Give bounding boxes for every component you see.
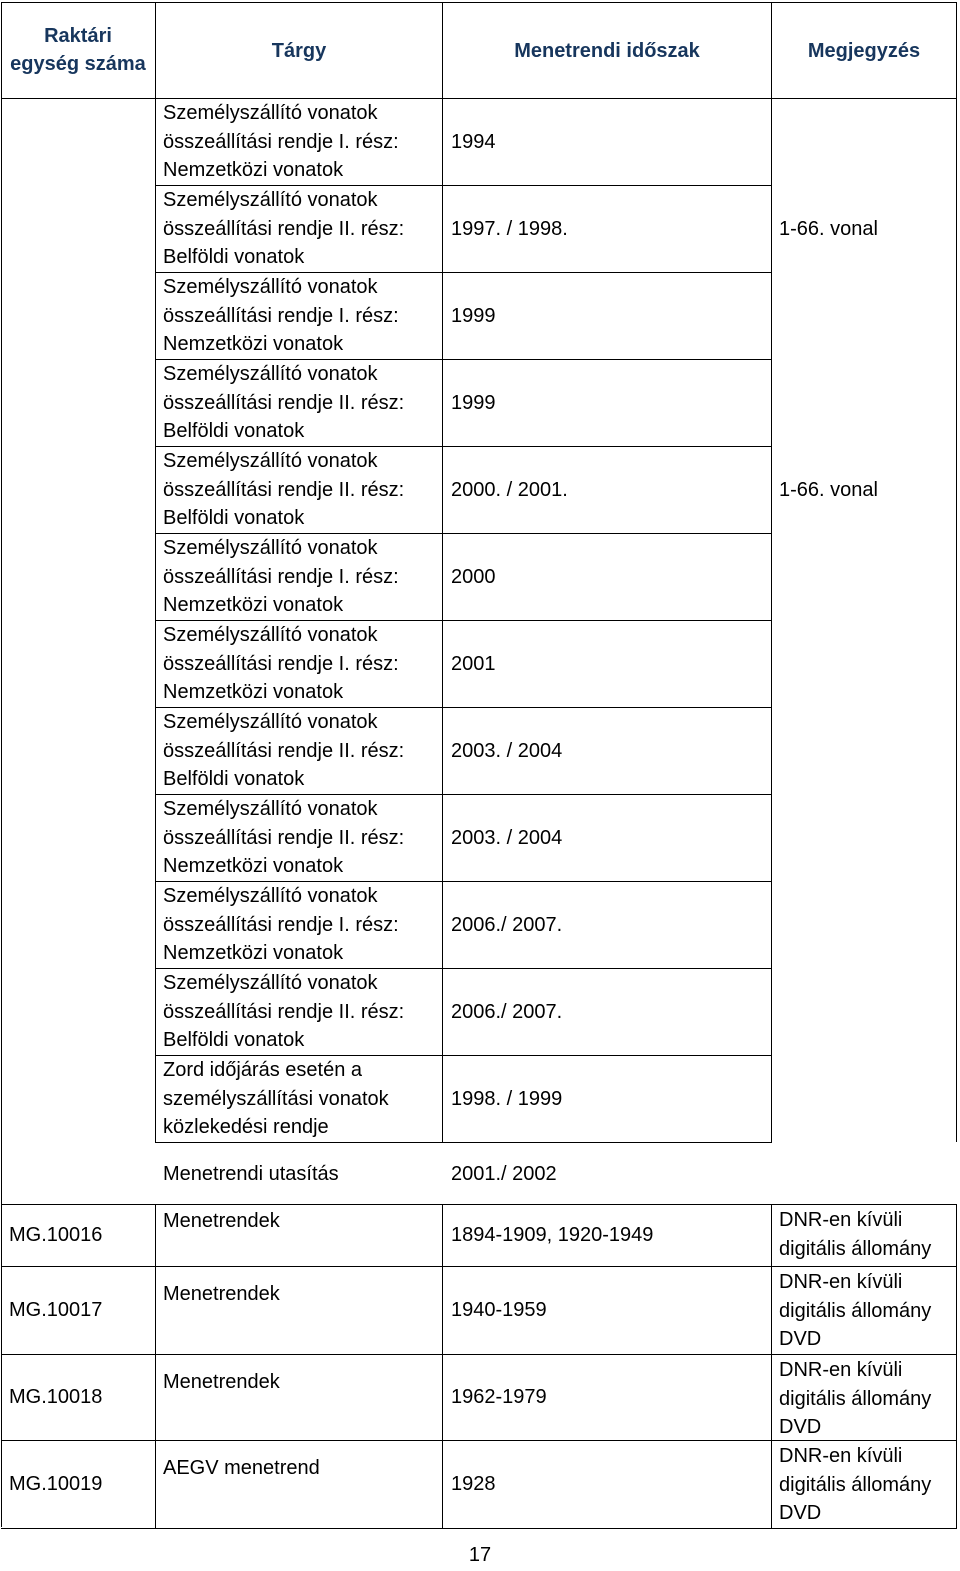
mg-subject-cell: AEGV menetrend: [163, 1457, 320, 1479]
table-border: [155, 1204, 156, 1528]
subject-cell: Zord időjárás esetén a személyszállítási vonatok közlekedési rendje: [163, 1059, 389, 1139]
mg-period-cell: 1894-1909, 1920-1949: [451, 1224, 654, 1246]
table-border: [771, 1204, 772, 1528]
period-cell: 2006./ 2007.: [451, 914, 563, 936]
period-cell: 2003. / 2004: [451, 827, 563, 849]
table-border: [1, 2, 2, 98]
header-period: Menetrendi időszak: [514, 40, 700, 62]
page-number: 17: [468, 1544, 492, 1566]
subject-cell: Személyszállító vonatok összeállítási rendje II. rész: Belföldi vonatok: [163, 972, 405, 1052]
period-cell: 1998. / 1999: [451, 1088, 563, 1110]
mg-note-cell: DNR-en kívüli digitális állomány DVD: [779, 1445, 932, 1525]
table-border: [956, 2, 957, 98]
mg-period-cell: 1940-1959: [451, 1299, 547, 1321]
table-border: [1, 98, 2, 1527]
period-cell: 2000: [451, 566, 496, 588]
subject-cell: Személyszállító vonatok összeállítási rendje I. rész: Nemzetközi vonatok: [163, 885, 399, 965]
table-border: [1, 2, 957, 3]
mg-id-cell: MG.10019: [9, 1473, 103, 1495]
table-border: [155, 2, 156, 98]
period-cell: 2006./ 2007.: [451, 1001, 563, 1023]
period-cell: 1997. / 1998.: [451, 218, 568, 240]
period-cell: 1999: [451, 305, 496, 327]
mg-subject-cell: Menetrendek: [163, 1371, 280, 1393]
instruction-subject: Menetrendi utasítás: [163, 1163, 339, 1185]
period-cell: 2001: [451, 653, 496, 675]
table-border: [771, 2, 772, 98]
instruction-period: 2001./ 2002: [451, 1163, 557, 1185]
mg-period-cell: 1962-1979: [451, 1386, 547, 1408]
table-border: [155, 1142, 772, 1143]
subject-cell: Személyszállító vonatok összeállítási rendje II. rész: Belföldi vonatok: [163, 711, 405, 791]
mg-subject-cell: Menetrendek: [163, 1283, 280, 1305]
table-border: [956, 1204, 957, 1528]
subject-cell: Személyszállító vonatok összeállítási rendje II. rész: Belföldi vonatok: [163, 450, 405, 530]
subject-cell: Személyszállító vonatok összeállítási rendje I. rész: Nemzetközi vonatok: [163, 276, 399, 356]
period-cell: 1999: [451, 392, 496, 414]
mg-id-cell: MG.10016: [9, 1224, 103, 1246]
table-border: [1, 1204, 957, 1205]
period-cell: 1994: [451, 131, 496, 153]
mg-note-cell: DNR-en kívüli digitális állomány DVD: [779, 1359, 932, 1439]
subject-cell: Személyszállító vonatok összeállítási rendje I. rész: Nemzetközi vonatok: [163, 102, 399, 182]
period-cell: 2000. / 2001.: [451, 479, 568, 501]
period-cell: 2003. / 2004: [451, 740, 563, 762]
subject-cell: Személyszállító vonatok összeállítási rendje II. rész: Nemzetközi vonatok: [163, 798, 405, 878]
note-cell: 1-66. vonal: [779, 479, 878, 501]
mg-subject-cell: Menetrendek: [163, 1210, 280, 1232]
mg-id-cell: MG.10018: [9, 1386, 103, 1408]
subject-cell: Személyszállító vonatok összeállítási rendje I. rész: Nemzetközi vonatok: [163, 537, 399, 617]
mg-note-cell: DNR-en kívüli digitális állomány: [779, 1209, 932, 1260]
mg-period-cell: 1928: [451, 1473, 496, 1495]
table-border: [1, 1354, 957, 1355]
mg-note-cell: DNR-en kívüli digitális állomány DVD: [779, 1271, 932, 1351]
subject-cell: Személyszállító vonatok összeállítási rendje II. rész: Belföldi vonatok: [163, 363, 405, 443]
table-border: [1, 1266, 957, 1267]
table-border: [442, 2, 443, 98]
header-registry-number: Raktári egység száma: [10, 25, 146, 75]
table-border: [1, 98, 957, 99]
table-border: [956, 98, 957, 1142]
table-border: [442, 1204, 443, 1528]
note-cell: 1-66. vonal: [779, 218, 878, 240]
mg-id-cell: MG.10017: [9, 1299, 103, 1321]
header-subject: Tárgy: [271, 40, 327, 62]
subject-cell: Személyszállító vonatok összeállítási rendje II. rész: Belföldi vonatok: [163, 189, 405, 269]
subject-cell: Személyszállító vonatok összeállítási rendje I. rész: Nemzetközi vonatok: [163, 624, 399, 704]
header-note: Megjegyzés: [807, 40, 921, 62]
table-border: [1, 1528, 957, 1529]
